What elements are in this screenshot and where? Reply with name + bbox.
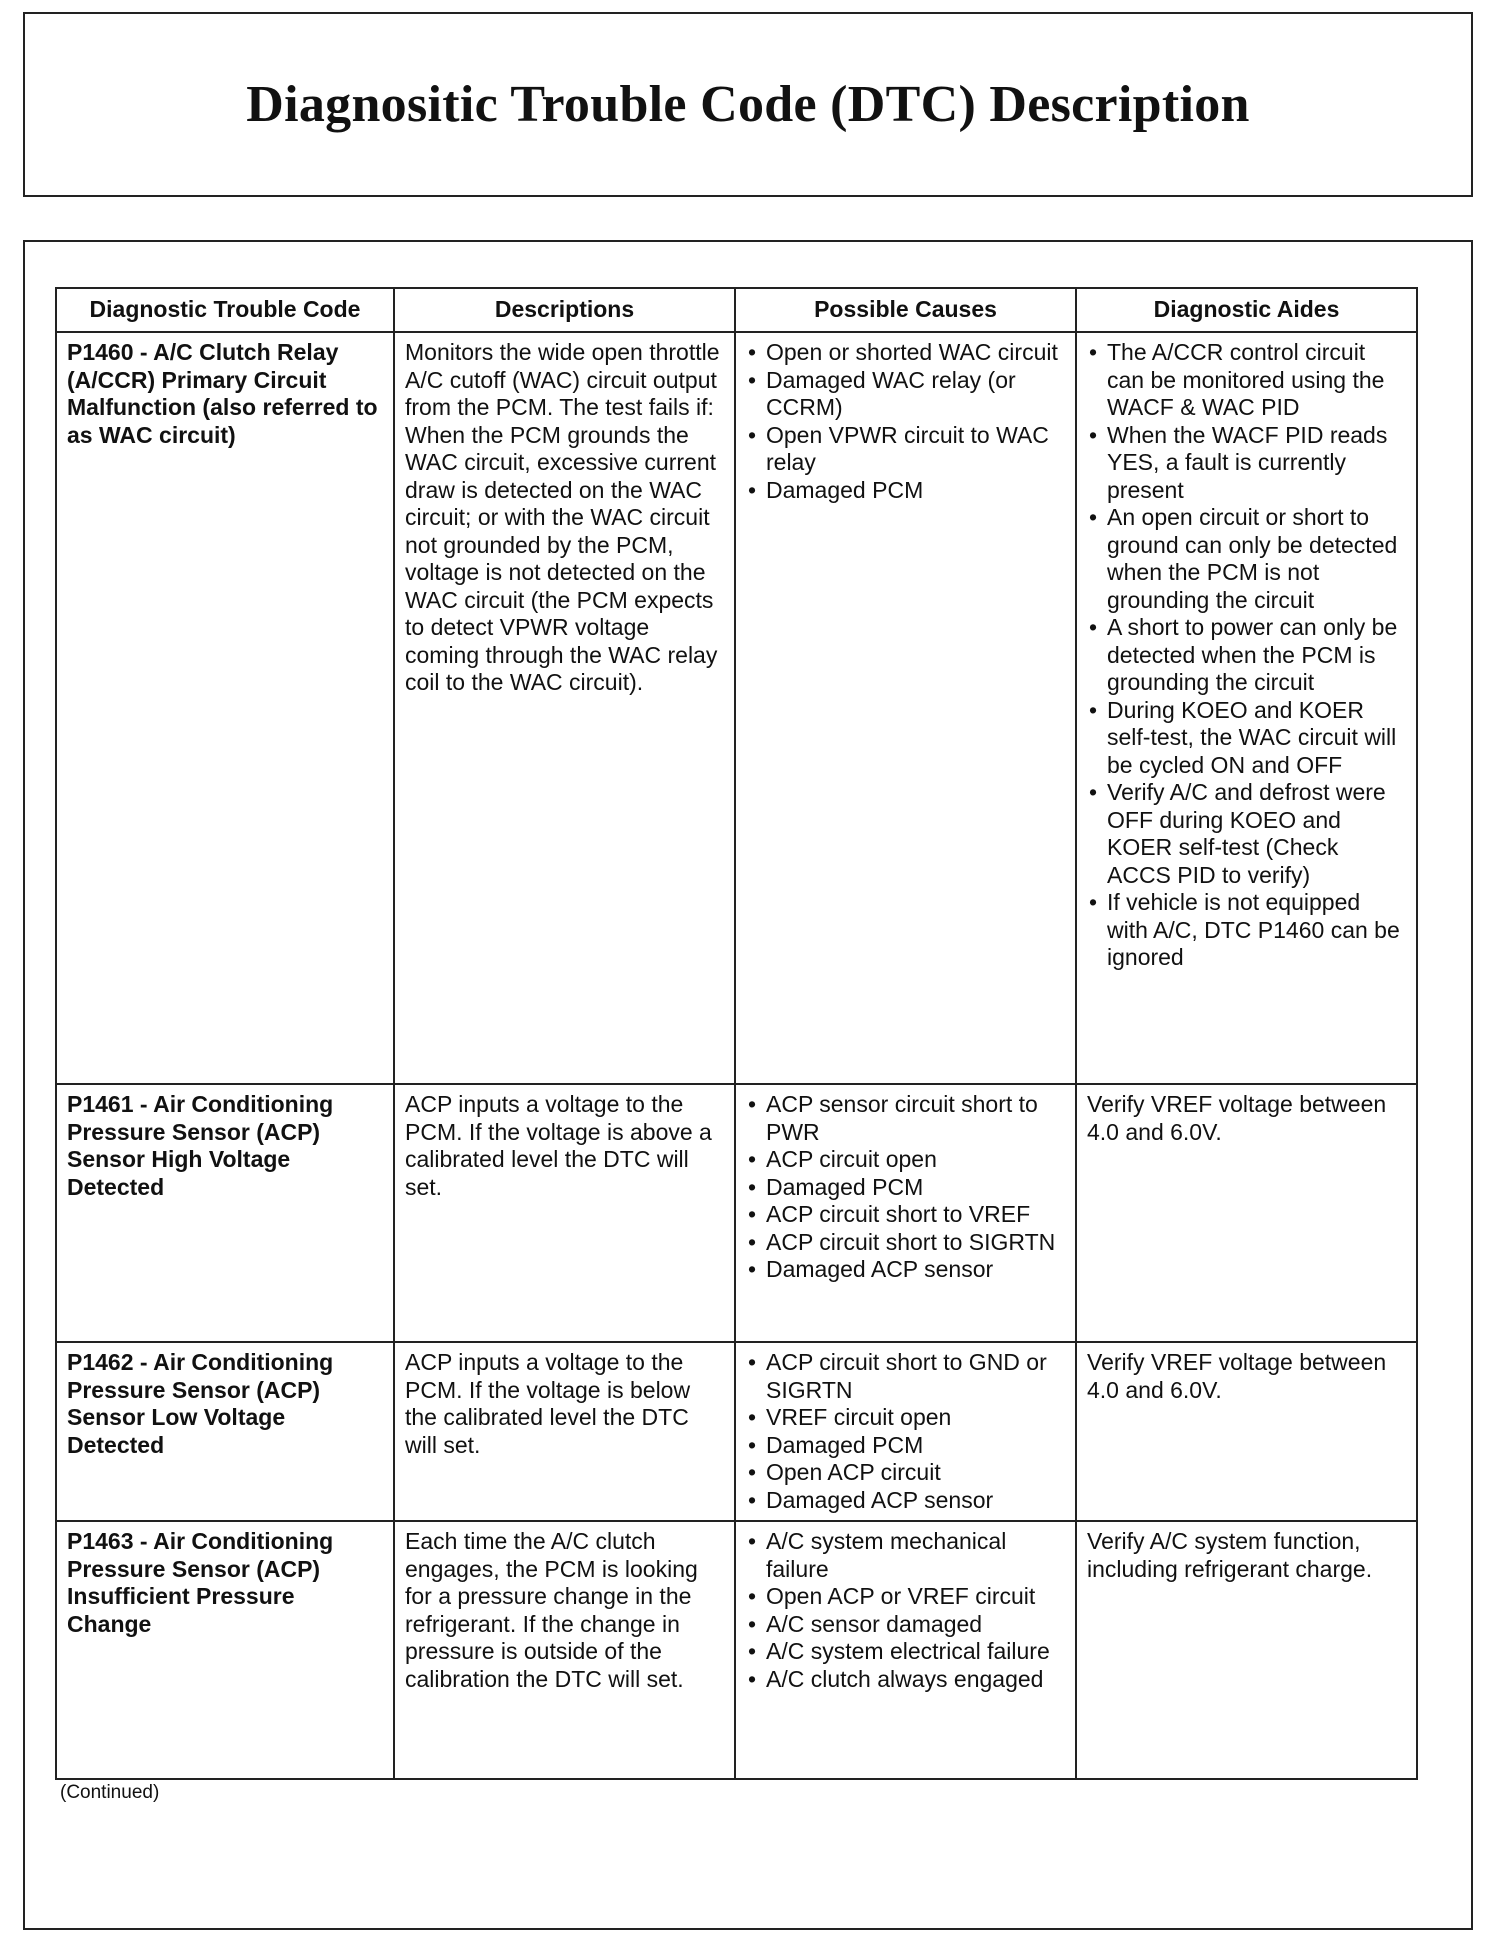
list-item: • A/C system mechanical failure: [746, 1528, 1065, 1583]
causes-cell: [735, 1521, 1076, 1779]
page-title: Diagnositic Trouble Code (DTC) Description: [246, 76, 1250, 133]
content-box: [23, 240, 1473, 1930]
list-item: • Open ACP circuit: [746, 1459, 1065, 1487]
list-item: • Damaged PCM: [746, 1174, 1065, 1202]
dtc-table: [55, 287, 1418, 1780]
list-item: • Open VPWR circuit to WAC relay: [746, 422, 1065, 477]
list-item: • Open or shorted WAC circuit: [746, 339, 1065, 367]
title-box: [23, 12, 1473, 197]
list-item: • Damaged PCM: [746, 1432, 1065, 1460]
table-row: [56, 332, 1417, 1084]
aides-cell: Verify A/C system function, including refrigerant charge.: [1076, 1521, 1417, 1779]
causes-list: [746, 339, 1065, 504]
description-cell: Monitors the wide open throttle A/C cutoff (WAC) circuit output from the PCM. The test fails if: When the PCM grounds the WAC circuit, excessive current draw is detected on the WAC circuit; or with the WAC circuit not grounded by the PCM, voltage is not detected on the WAC circuit (the PCM expects to detect VPWR voltage coming through the WAC relay coil to the WAC circuit).: [394, 332, 735, 1084]
list-item: • A/C clutch always engaged: [746, 1666, 1065, 1694]
list-item: • A/C system electrical failure: [746, 1638, 1065, 1666]
list-item: • When the WACF PID reads YES, a fault is currently present: [1087, 422, 1406, 505]
header-diagnostic-aides: Diagnostic Aides: [1076, 288, 1417, 332]
list-item: • Damaged WAC relay (or CCRM): [746, 367, 1065, 422]
list-item: • ACP circuit short to SIGRTN: [746, 1229, 1065, 1257]
list-item: • VREF circuit open: [746, 1404, 1065, 1432]
list-item: • Damaged ACP sensor: [746, 1256, 1065, 1284]
dtc-code-cell: P1462 - Air Conditioning Pressure Sensor (ACP) Sensor Low Voltage Detected: [56, 1342, 394, 1521]
header-code: Diagnostic Trouble Code: [56, 288, 394, 332]
causes-cell: [735, 1342, 1076, 1521]
header-descriptions: Descriptions: [394, 288, 735, 332]
aides-list: [1087, 339, 1406, 972]
description-cell: ACP inputs a voltage to the PCM. If the voltage is below the calibrated level the DTC will set.: [394, 1342, 735, 1521]
causes-cell: [735, 1084, 1076, 1342]
aides-cell: [1076, 332, 1417, 1084]
causes-list: [746, 1091, 1065, 1284]
list-item: • A/C sensor damaged: [746, 1611, 1065, 1639]
table-header-row: [56, 288, 1417, 332]
header-possible-causes: Possible Causes: [735, 288, 1076, 332]
list-item: • Open ACP or VREF circuit: [746, 1583, 1065, 1611]
list-item: • Damaged ACP sensor: [746, 1487, 1065, 1515]
list-item: • An open circuit or short to ground can only be detected when the PCM is not grounding the circuit: [1087, 504, 1406, 614]
causes-list: [746, 1528, 1065, 1693]
table-row: [56, 1521, 1417, 1779]
list-item: • Verify A/C and defrost were OFF during KOEO and KOER self-test (Check ACCS PID to verify): [1087, 779, 1406, 889]
dtc-code-cell: P1460 - A/C Clutch Relay (A/CCR) Primary Circuit Malfunction (also referred to as WAC circuit): [56, 332, 394, 1084]
list-item: • ACP circuit short to VREF: [746, 1201, 1065, 1229]
list-item: • Damaged PCM: [746, 477, 1065, 505]
continued-note: (Continued): [60, 1782, 160, 1803]
table-row: [56, 1084, 1417, 1342]
description-cell: ACP inputs a voltage to the PCM. If the voltage is above a calibrated level the DTC will set.: [394, 1084, 735, 1342]
aides-cell: Verify VREF voltage between 4.0 and 6.0V.: [1076, 1084, 1417, 1342]
description-cell: Each time the A/C clutch engages, the PCM is looking for a pressure change in the refrigerant. If the change in pressure is outside of the calibration the DTC will set.: [394, 1521, 735, 1779]
dtc-code-cell: P1461 - Air Conditioning Pressure Sensor (ACP) Sensor High Voltage Detected: [56, 1084, 394, 1342]
list-item: • A short to power can only be detected when the PCM is grounding the circuit: [1087, 614, 1406, 697]
list-item: • During KOEO and KOER self-test, the WAC circuit will be cycled ON and OFF: [1087, 697, 1406, 780]
list-item: • The A/CCR control circuit can be monitored using the WACF & WAC PID: [1087, 339, 1406, 422]
table-row: [56, 1342, 1417, 1521]
causes-list: [746, 1349, 1065, 1514]
list-item: • ACP circuit short to GND or SIGRTN: [746, 1349, 1065, 1404]
aides-cell: Verify VREF voltage between 4.0 and 6.0V.: [1076, 1342, 1417, 1521]
causes-cell: [735, 332, 1076, 1084]
list-item: • ACP sensor circuit short to PWR: [746, 1091, 1065, 1146]
dtc-code-cell: P1463 - Air Conditioning Pressure Sensor (ACP) Insufficient Pressure Change: [56, 1521, 394, 1779]
list-item: • If vehicle is not equipped with A/C, DTC P1460 can be ignored: [1087, 889, 1406, 972]
list-item: • ACP circuit open: [746, 1146, 1065, 1174]
